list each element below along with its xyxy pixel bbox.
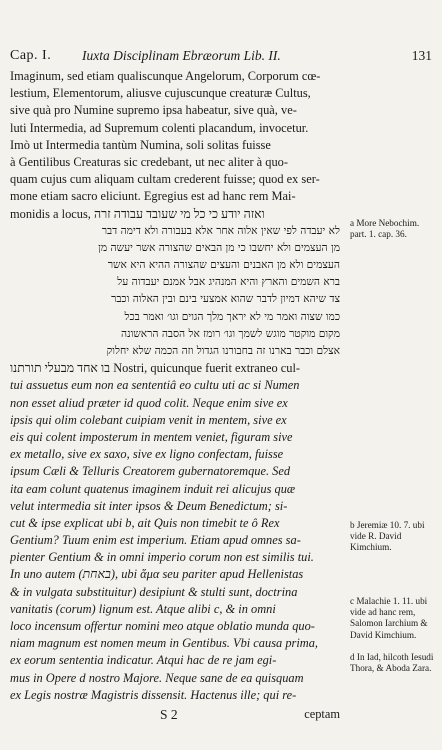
signature-mark: S 2 (160, 707, 178, 722)
hebrew-text-line: אצלם וכבר בארנו זה בחבורנו הגדול וזה הכמה שלא יחלוק (106, 345, 340, 357)
text-line: Imaginum, sed etiam qualiscunque Angelorum, Corporum cœ- (10, 69, 321, 83)
text-line: pienter Gentium & in omni imperio corum non est similis tui. (10, 550, 314, 565)
margin-note-a: a More Nebochim. part. 1. cap. 36. (350, 218, 420, 240)
text-line: monidis a locus, ואזה יודע כי כל מי שעובד עבודה זרה (10, 206, 265, 221)
catchword: ceptam (304, 707, 340, 721)
text-line: non esset aliud præter id quod colit. Neque enim sive ex (10, 395, 288, 410)
text-line: ex eorum sententia indicatur. Atqui hac de re jam egi- (10, 653, 277, 668)
text-line: In uno autem (באחת), ubi ἅμα seu pariter apud Hellenistas (10, 567, 304, 582)
text-line: luti Intermedia, ad Supremum colenti placandum, invocetur. (10, 120, 309, 135)
text-line: ita eam colunt quatenus imaginem induit rei alicujus quæ (10, 481, 296, 496)
text-line: mone etiam sacro eliciunt. Egregius est ad hanc rem Mai- (10, 189, 296, 204)
text-line: niam magnum est nomen meum in Gentibus. Vbi causa prima, (10, 636, 319, 651)
text-line: velut intermedia sit inter ipsos & Deum Benedictum; si- (10, 498, 288, 513)
chapter-label: Cap. I. (10, 48, 52, 63)
hebrew-text-line: מקום מוקטר מוגש לשמך וגו׳ רומז אל הסבה הראשונה (121, 327, 340, 340)
page-number: 131 (411, 48, 432, 63)
margin-note-d: d In Iad, hilcoth Iesudi Thora, & Aboda Zara. (350, 652, 434, 674)
page-footer (10, 707, 340, 725)
hebrew-text-line: מן העצמים ולא יחשבו כי מן הבאים שהצורה אשר יעשה מן (98, 241, 340, 254)
text-line: Imò ut Intermedia tantùm Numina, soli solitas fuisse (10, 137, 271, 152)
text-line: Gentium? Tuum enim est imperium. Etiam apud omnes sa- (10, 533, 301, 548)
hebrew-text-line: ברא השמים והארץ והיא המנהיג אבל אמנם יעבדוה על (117, 276, 340, 289)
hebrew-text-line: כמו שצוה ואמר מי לא יראך מלך הגוים וגו׳ ואמר בכל (124, 310, 340, 323)
text-line: & in vulgata substituitur) desipiunt & stulti sunt, doctrina (10, 584, 298, 599)
text-line: ipsis qui olim colebant cuipiam venit in mentem, sive ex (10, 412, 287, 427)
text-line: ipsum Cæli & Telluris Creatorem gubernatoremque. Sed (10, 464, 291, 479)
text-line: tui assuetus eum non ea sententiâ eo cultu uti ac si Numen (10, 378, 300, 393)
running-header (10, 48, 432, 68)
text-line: ex metallo, sive ex saxo, sive ex ligno confectam, fuisse (10, 447, 284, 462)
text-line: בו אחד מבעלי תורתנו Nostri, quicunque fuerit extraneo cul- (10, 361, 301, 376)
main-text (10, 68, 340, 704)
text-line: à Gentilibus Creaturas sic credebant, ut nec aliter à quo- (10, 154, 288, 169)
text-line: ex Legis nostræ Magistris dissensit. Hactenus ille; qui re- (10, 687, 297, 702)
text-line: mus in Opere d nostro Majore. Neque sane de ea quisquam (10, 670, 304, 685)
hebrew-text-line: צד שיהא דמיון לדבר שהוא אמצעי בינם ובין האלוה וכבר (111, 293, 340, 306)
text-line: lestium, Elementorum, aliusve cujuscunque creaturæ Cultus, (10, 86, 311, 101)
text-line: loco incensum offertur nomini meo atque oblatio munda quo- (10, 619, 315, 633)
margin-note-c: c Malachie 1. 11. ubi vide ad hanc rem, Salomon Iarchium & David Kimchium. (350, 596, 428, 640)
text-line: vanitatis (corum) lignum est. Atque alibi c, & in omni (10, 601, 276, 616)
text-line: cut & ipse explicat ubi b, ait Quis non timebit te ô Rex (10, 515, 280, 530)
text-line: sive quà pro Numine supremo ipsa habeatur, sive quà, ve- (10, 103, 297, 118)
margin-note-b: b Jeremiæ 10. 7. ubi vide R. David Kimchium. (350, 520, 425, 553)
text-line: quam cujus cum aliquam cultam crederent fuisse; quod ex ser- (10, 172, 320, 187)
hebrew-text-line: העצמים ולא מן האבנים והעצים שהצורה ההיא היא אשר (107, 259, 340, 272)
hebrew-text-line: לא יעבדה לפי שאין אלוה אחר אלא בעבורה ולא דימה דבר (101, 224, 340, 237)
text-line: eis qui colent imposterum in mentem veniet, figuram sive (10, 429, 293, 444)
running-title: Iuxta Disciplinam Ebræorum Lib. II. (82, 48, 281, 63)
